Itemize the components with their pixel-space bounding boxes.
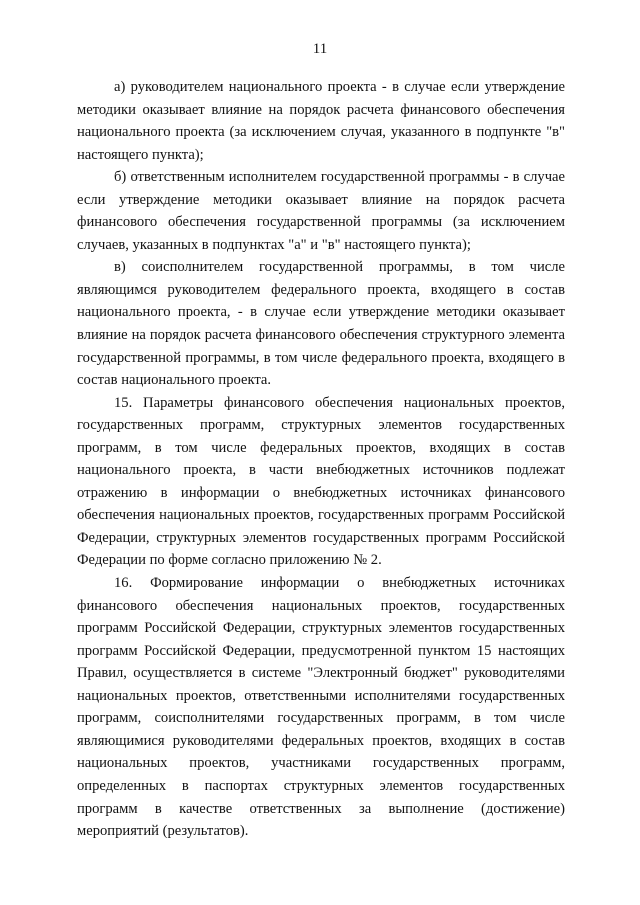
paragraph-subitem-v: в) соисполнителем государственной программы, в том числе являющимся руководителем федерального проекта, входящего в состав национального проекта, - в случае если утверждение методики оказывает влияние на порядок расчета финансового обеспечения структурного элемента государственной программы, в том числе федерального проекта, входящего в состав национального проекта. [77,259,565,389]
paragraph-subitem-a: а) руководителем национального проекта - в случае если утверждение методики оказывает влияние на порядок расчета финансового обеспечения национального проекта (за исключением случая, указанного в подпункте "в" настоящего пункта); [77,79,565,163]
document-body [77,76,565,843]
paragraph-item-16: 16. Формирование информации о внебюджетных источниках финансового обеспечения национальных проектов, государственных программ Российской Федерации, структурных элементов государственных программ Российской Федерации, предусмотренной пунктом 15 настоящих Правил, осуществляется в системе "Электронный бюджет" руководителями национальных проектов, ответственными исполнителями государственных программ, соисполнителями государственных программ, в том числе являющимися руководителями федеральных проектов, входящих в состав национальных проектов, участниками государственных программ, определенных в паспортах структурных элементов государственных программ в качестве ответственных за выполнение (достижение) мероприятий (результатов). [77,575,565,840]
page-number: 11 [312,41,328,57]
paragraph-subitem-b: б) ответственным исполнителем государственной программы - в случае если утверждение методики оказывает влияние на порядок расчета финансового обеспечения государственной программы (за исключением случаев, указанных в подпунктах "а" и "в" настоящего пункта); [77,169,565,253]
paragraph-item-15: 15. Параметры финансового обеспечения национальных проектов, государственных программ, структурных элементов государственных программ, в том числе федеральных проектов, входящих в состав национального проекта, в части внебюджетных источников подлежат отражению в информации о внебюджетных источниках финансового обеспечения национальных проектов, государственных программ Российской Федерации, структурных элементов государственных программ Российской Федерации по форме согласно приложению № 2. [77,394,565,569]
